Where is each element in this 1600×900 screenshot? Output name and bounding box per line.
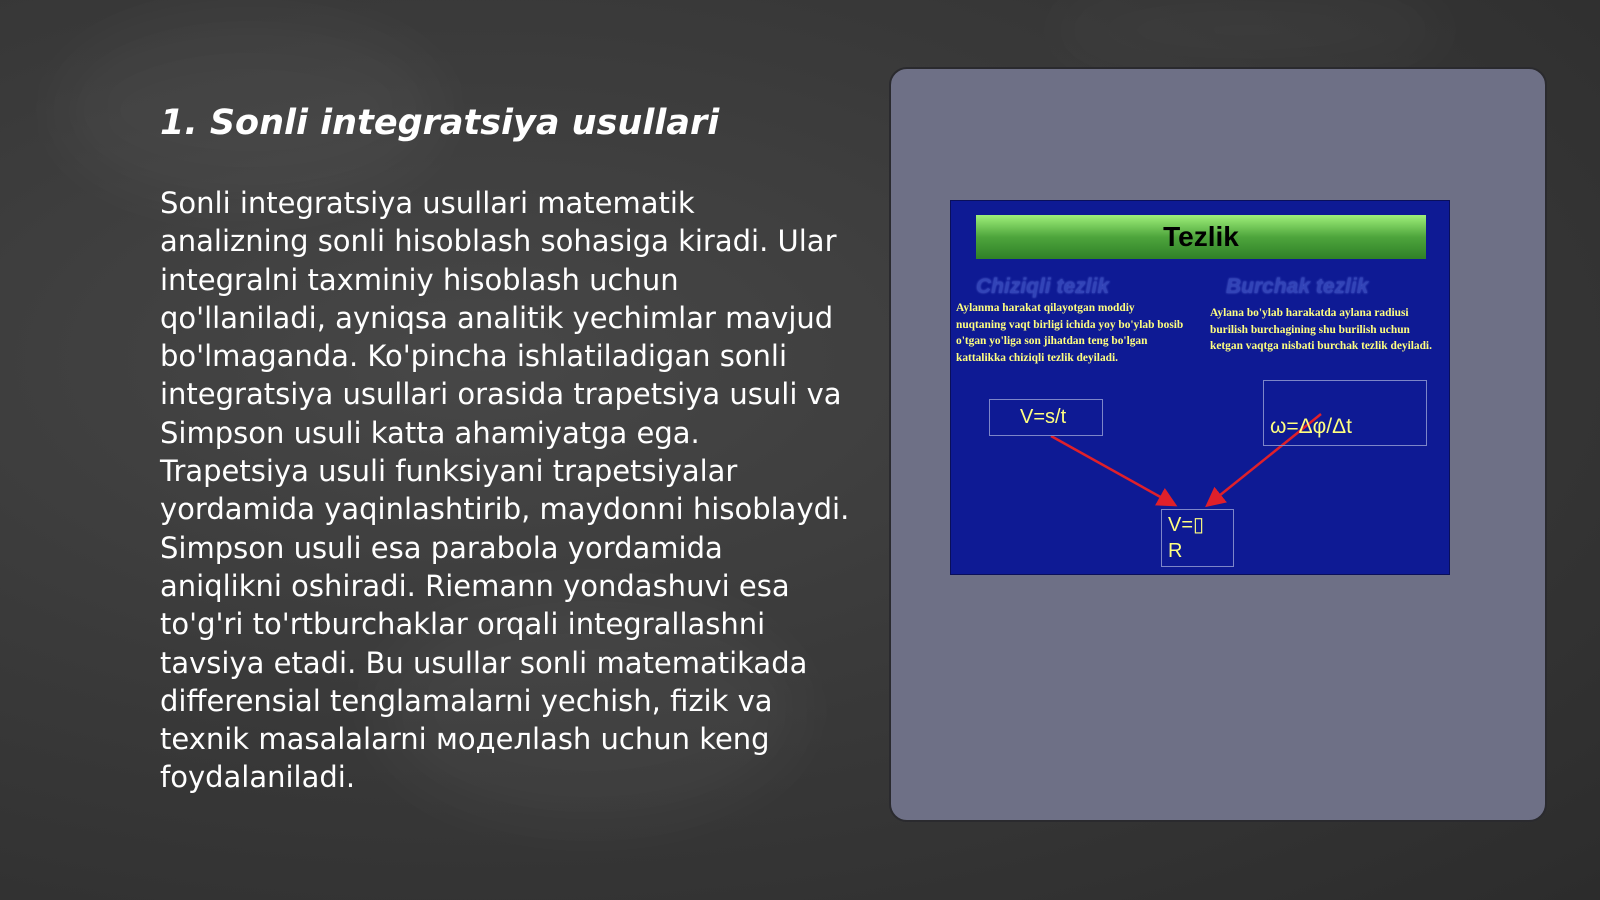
relation-formula-line2: R [1168, 540, 1183, 562]
angular-velocity-heading: Burchak tezlik [1226, 275, 1369, 298]
embedded-velocity-slide-image [950, 200, 1450, 575]
angular-velocity-definition: Aylana bo'ylab harakatda aylana radiusi burilish burchagining shu burilish uchun ketgan vaqtga nisbati burchak tezlik deyiladi. [1210, 307, 1432, 352]
embedded-title: Tezlik [1163, 221, 1239, 252]
arrow-linear-to-relation [1051, 436, 1173, 504]
angular-velocity-formula: ω=Δφ/Δt [1263, 380, 1427, 446]
slide-title: 1. Sonli integratsiya usullari [160, 103, 720, 143]
linear-velocity-definition: Aylanma harakat qilayotgan moddiy nuqtaning vaqt birligi ichida yoy bo'ylab bosib o'tgan yo'liga son jihatdan teng bo'lgan kattalikka chiziqli tezlik deyiladi. [956, 302, 1184, 364]
linear-velocity-heading: Chiziqli tezlik [976, 275, 1110, 298]
chalk-smudge [1050, 0, 1450, 60]
linear-velocity-formula: V=s/t [989, 399, 1103, 436]
velocity-relation-formula [1161, 509, 1234, 567]
relation-formula-line1: V=▯ [1168, 514, 1205, 536]
slide-body-text: Sonli integratsiya usullari matematik analizning sonli hisoblash sohasiga kiradi. Ular integralni taxminiy hisoblash uchun qo'llaniladi, ayniqsa analitik yechimlar mavjud bo'lmaganda. Ko'pincha ishlatiladigan sonli integratsiya usullari orasida trapetsiya usuli va Simpson usuli katta ahamiyatga ega. Trapetsiya usuli funksiyani trapetsiyalar yordamida yaqinlashtirib, maydonni hisoblaydi. Simpson usuli esa parabola yordamida aniqlikni oshiradi. Riemann yondashuvi esa to'g'ri to'rtburchaklar orqali integrallashni tavsiya etadi. Bu usullar sonli matematikada differensial tenglamalarni yechish, fizik va texnik masalalarni моделlash uchun keng foydalaniladi. [160, 186, 850, 795]
